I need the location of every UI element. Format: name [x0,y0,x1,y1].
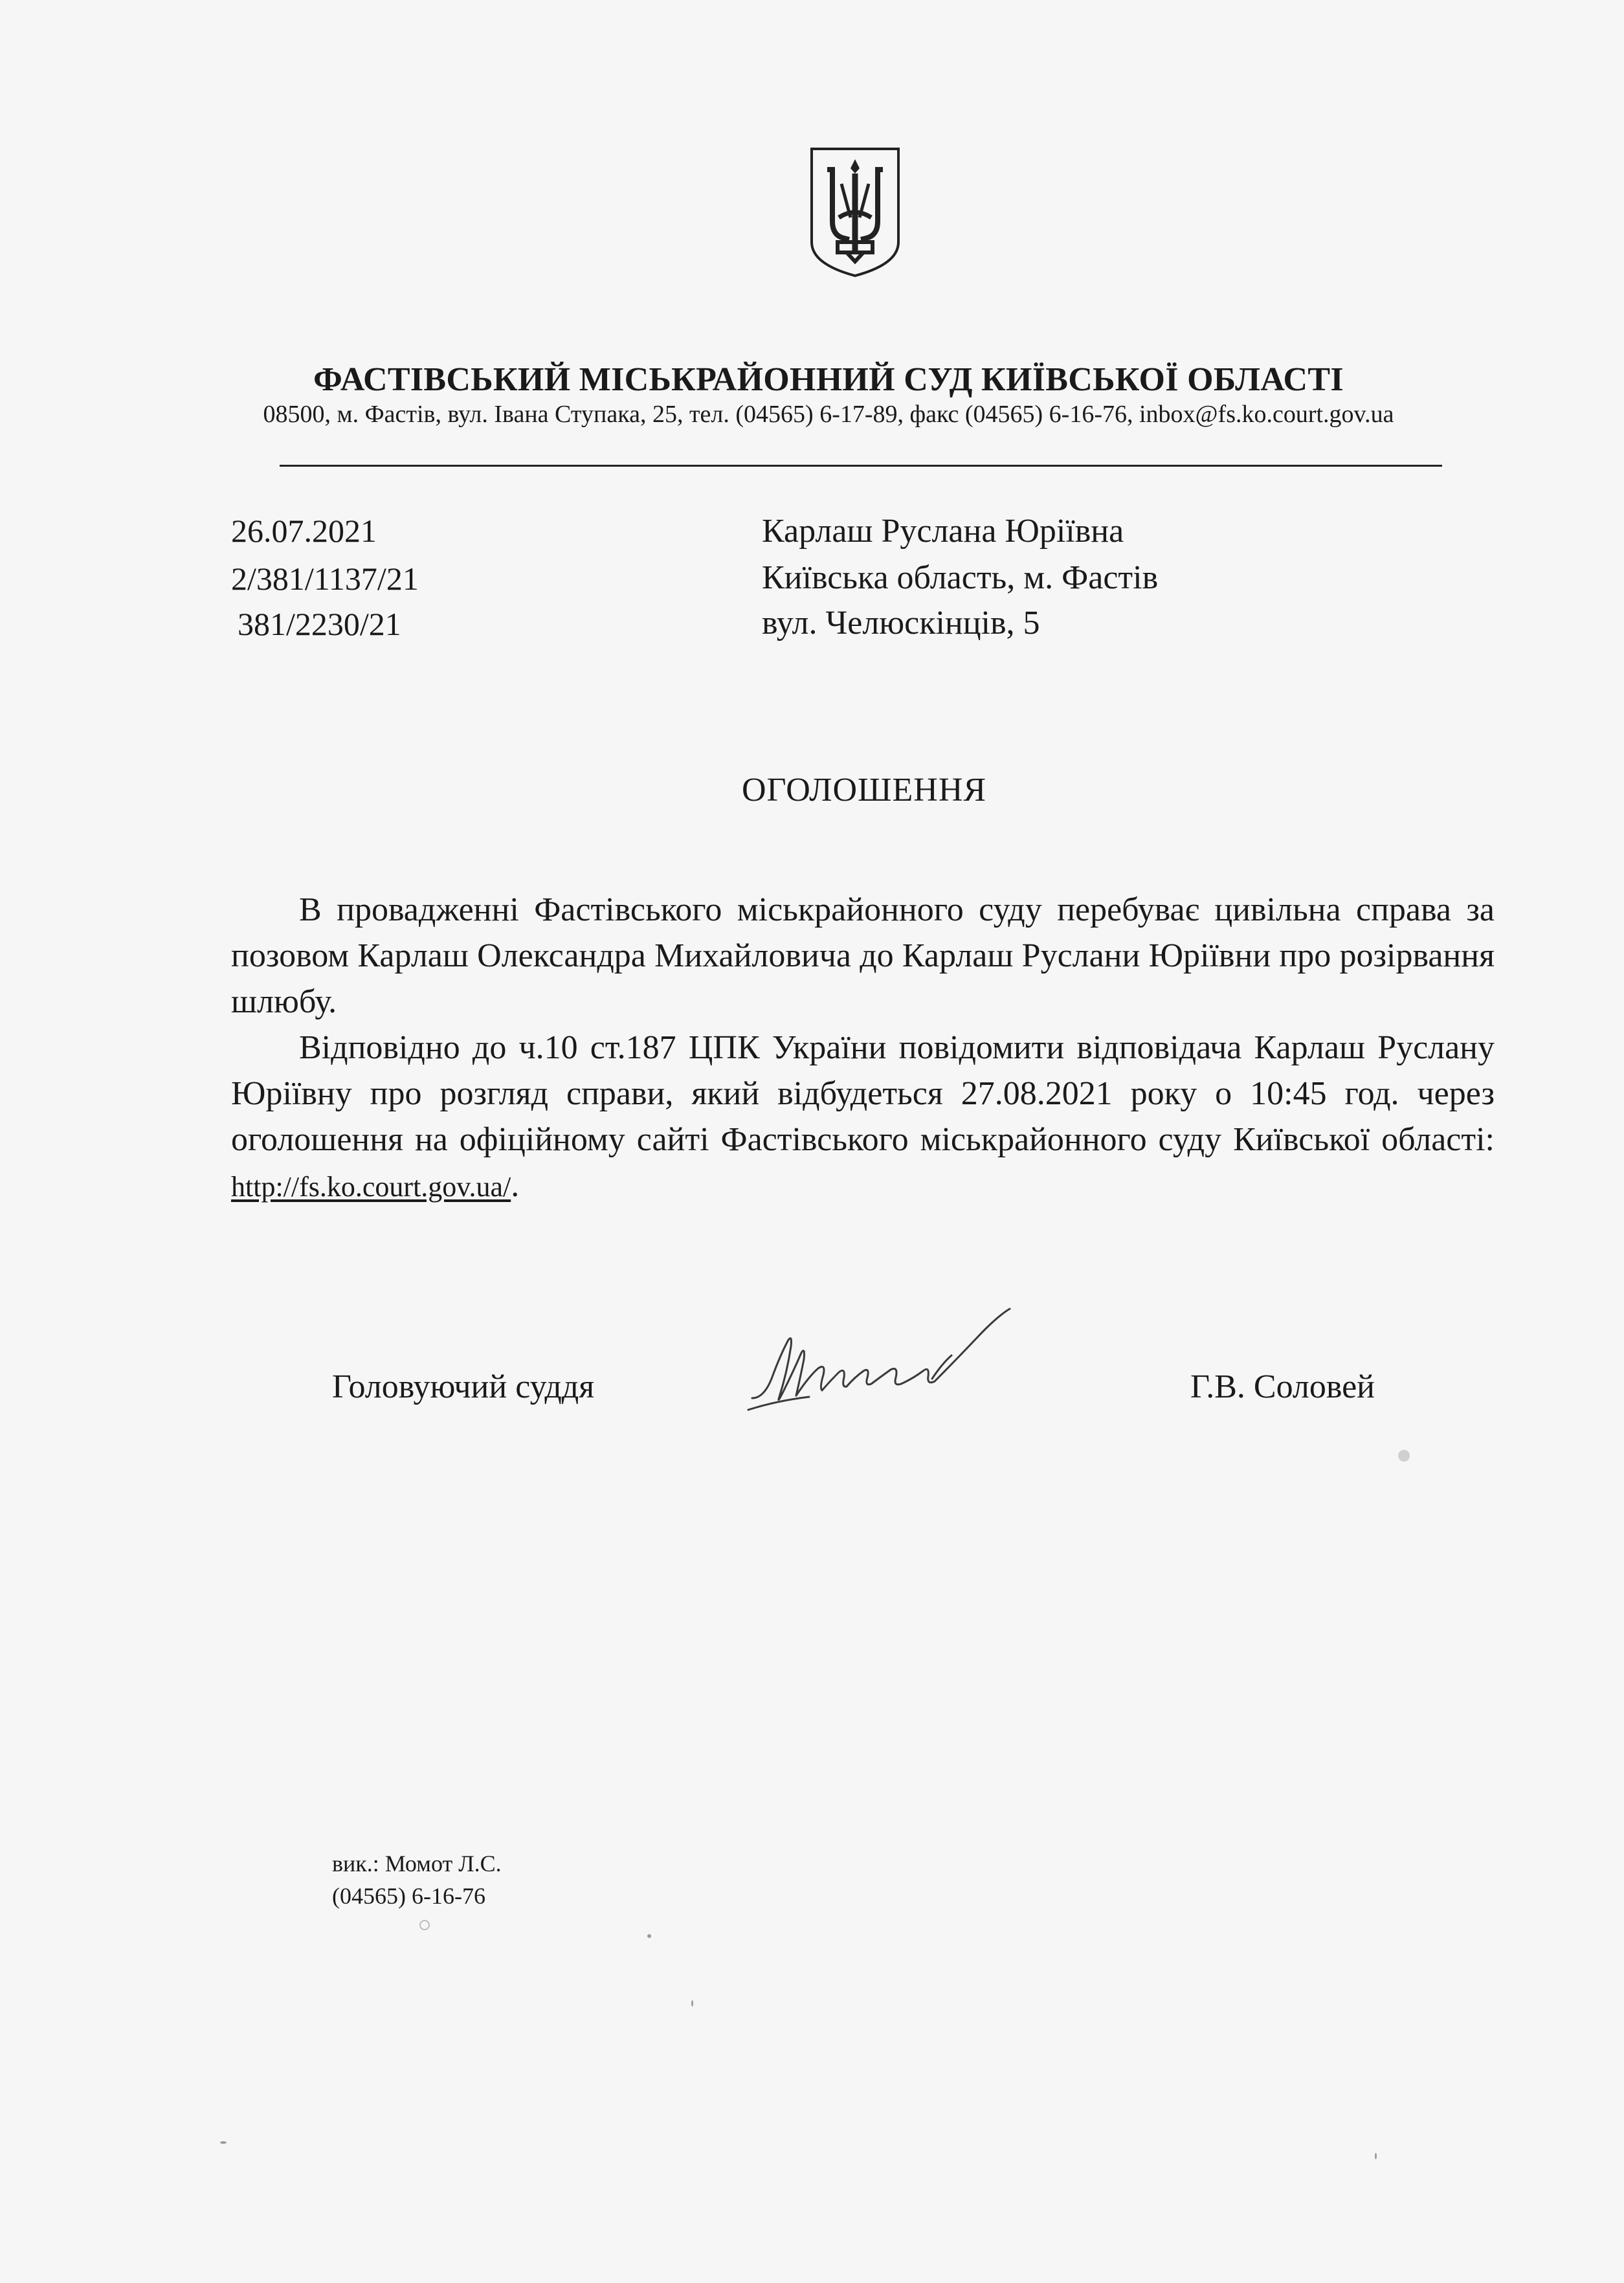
ukraine-coat-of-arms-icon [808,145,902,278]
signer-role: Головуючий суддя [332,1368,595,1405]
document-date: 26.07.2021 [231,513,377,549]
body-paragraph-2 [231,1025,1495,1210]
court-name-heading: ФАСТІВСЬКИЙ МІСЬКРАЙОННИЙ СУД КИЇВСЬКОЇ ОБЛАСТІ [313,361,1344,398]
executor-phone: (04565) 6-16-76 [332,1883,485,1909]
recipient-region: Київська область, м. Фастів [762,559,1159,596]
body-paragraph-2-text: Відповідно до ч.10 ст.187 ЦПК України повідомити відповідача Карлаш Руслану Юріївну про розгляд справи, який відбудеться 27.08.2021 року о 10:45 год. через оголошення на офіційному сайті Фастівського міськрайонного суду Київської області: [231,1029,1495,1158]
scan-speck [1375,2153,1377,2159]
scan-speck [647,1934,651,1938]
court-address-line: 08500, м. Фастів, вул. Івана Ступака, 25, тел. (04565) 6-17-89, факс (04565) 6-16-76, inbox@fs.ko.court.gov.ua [263,401,1394,428]
body-paragraph-1: В провадженні Фастівського міськрайонного суду перебуває цивільна справа за позовом Карлаш Олександра Михайловича до Карлаш Руслани Юріївни про розірвання шлюбу. [231,891,1495,1020]
case-number: 2/381/1137/21 [231,561,419,597]
notice-body [231,887,1495,1210]
registration-number: 381/2230/21 [238,606,401,642]
executor-name: вик.: Момот Л.С. [332,1851,502,1877]
scan-speck [1398,1450,1410,1462]
recipient-street: вул. Челюскінців, 5 [762,605,1040,641]
scan-speck [419,1920,430,1930]
scan-speck [691,2000,693,2007]
notice-title: ОГОЛОШЕННЯ [741,772,987,808]
court-website-link[interactable]: http://fs.ko.court.gov.ua/ [231,1171,511,1203]
signer-name: Г.В. Соловей [1190,1368,1375,1405]
body-paragraph-2-end: . [511,1167,520,1204]
header-divider [280,465,1442,467]
scan-speck [220,2141,227,2144]
handwritten-signature [738,1301,1036,1431]
recipient-name: Карлаш Руслана Юріївна [762,513,1124,550]
